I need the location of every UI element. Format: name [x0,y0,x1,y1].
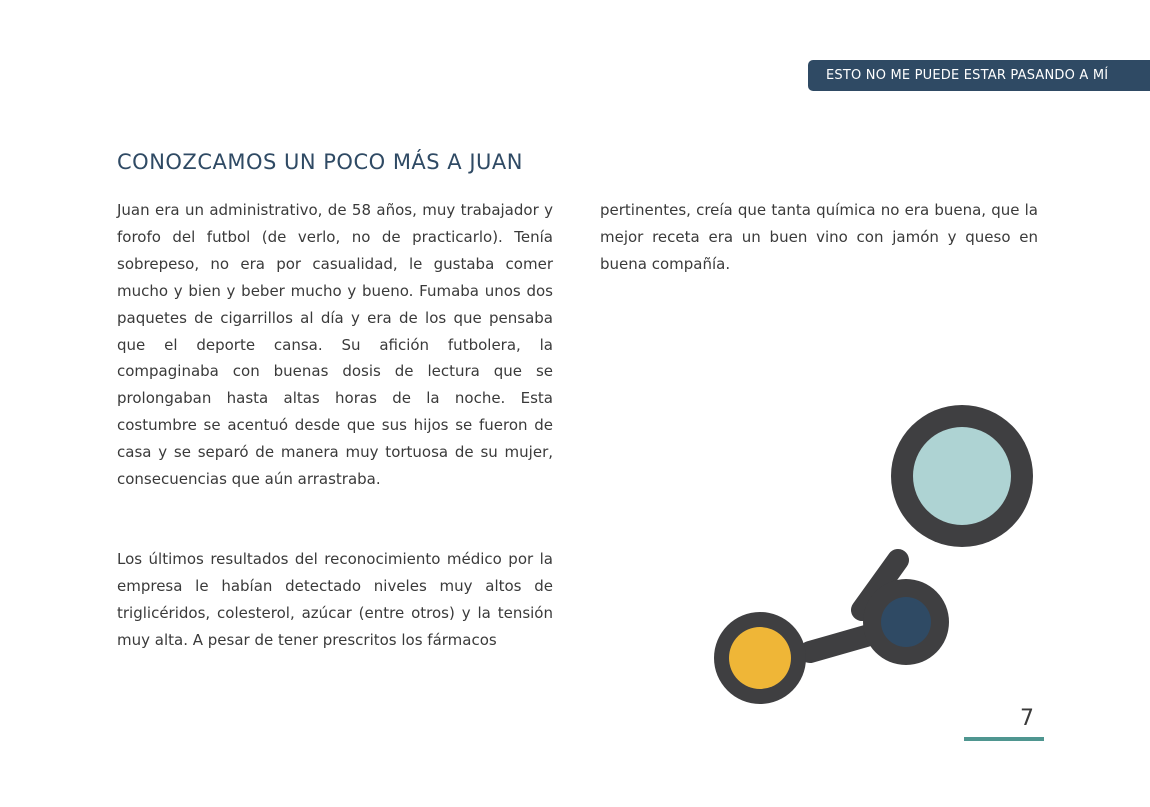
paragraph-1: Juan era un administrativo, de 58 años, muy trabajador y forofo del futbol (de verlo, no de practicarlo). Tenía sobrepeso, no era por casualidad, le gustaba comer mucho y bien y beber mucho y bueno. Fumaba unos dos paquetes de cigarrillos al día y era de los que pensaba que el deporte cansa. Su afición futbolera, la compaginaba con buenas dosis de lectura que se prolongaban hasta altas horas de la noche. Esta costumbre se acentuó desde que sus hijos se fueron de casa y se separó de manera muy tortuosa de su mujer, consecuencias que aún arrastraba. [117,201,553,489]
paragraph-2: Los últimos resultados del reconocimiento médico por la empresa le habían detectado niveles muy altos de triglicéridos, colesterol, azúcar (entre otros) y la tensión muy alta. A pesar de tener prescritos los fármacos [117,549,553,649]
page-number: 7 [1020,706,1034,731]
medium-dot-fill [881,597,931,647]
small-dot-fill [729,627,791,689]
connected-dots-illustration [700,400,1060,720]
section-title: CONOZCAMOS UN POCO MÁS A JUAN [117,150,523,174]
large-dot-fill [913,427,1011,525]
header-banner: ESTO NO ME PUEDE ESTAR PASANDO A MÍ [808,60,1150,91]
paragraph-3: pertinentes, creía que tanta química no era buena, que la mejor receta era un buen vino con jamón y queso en buena compañía. [600,201,1038,273]
right-column [600,197,1038,278]
page-number-rule [964,737,1044,741]
large-dot [891,405,1033,547]
medium-dot [863,579,949,665]
small-dot [714,612,806,704]
connector-medium-small [810,636,866,652]
left-column [117,197,553,654]
